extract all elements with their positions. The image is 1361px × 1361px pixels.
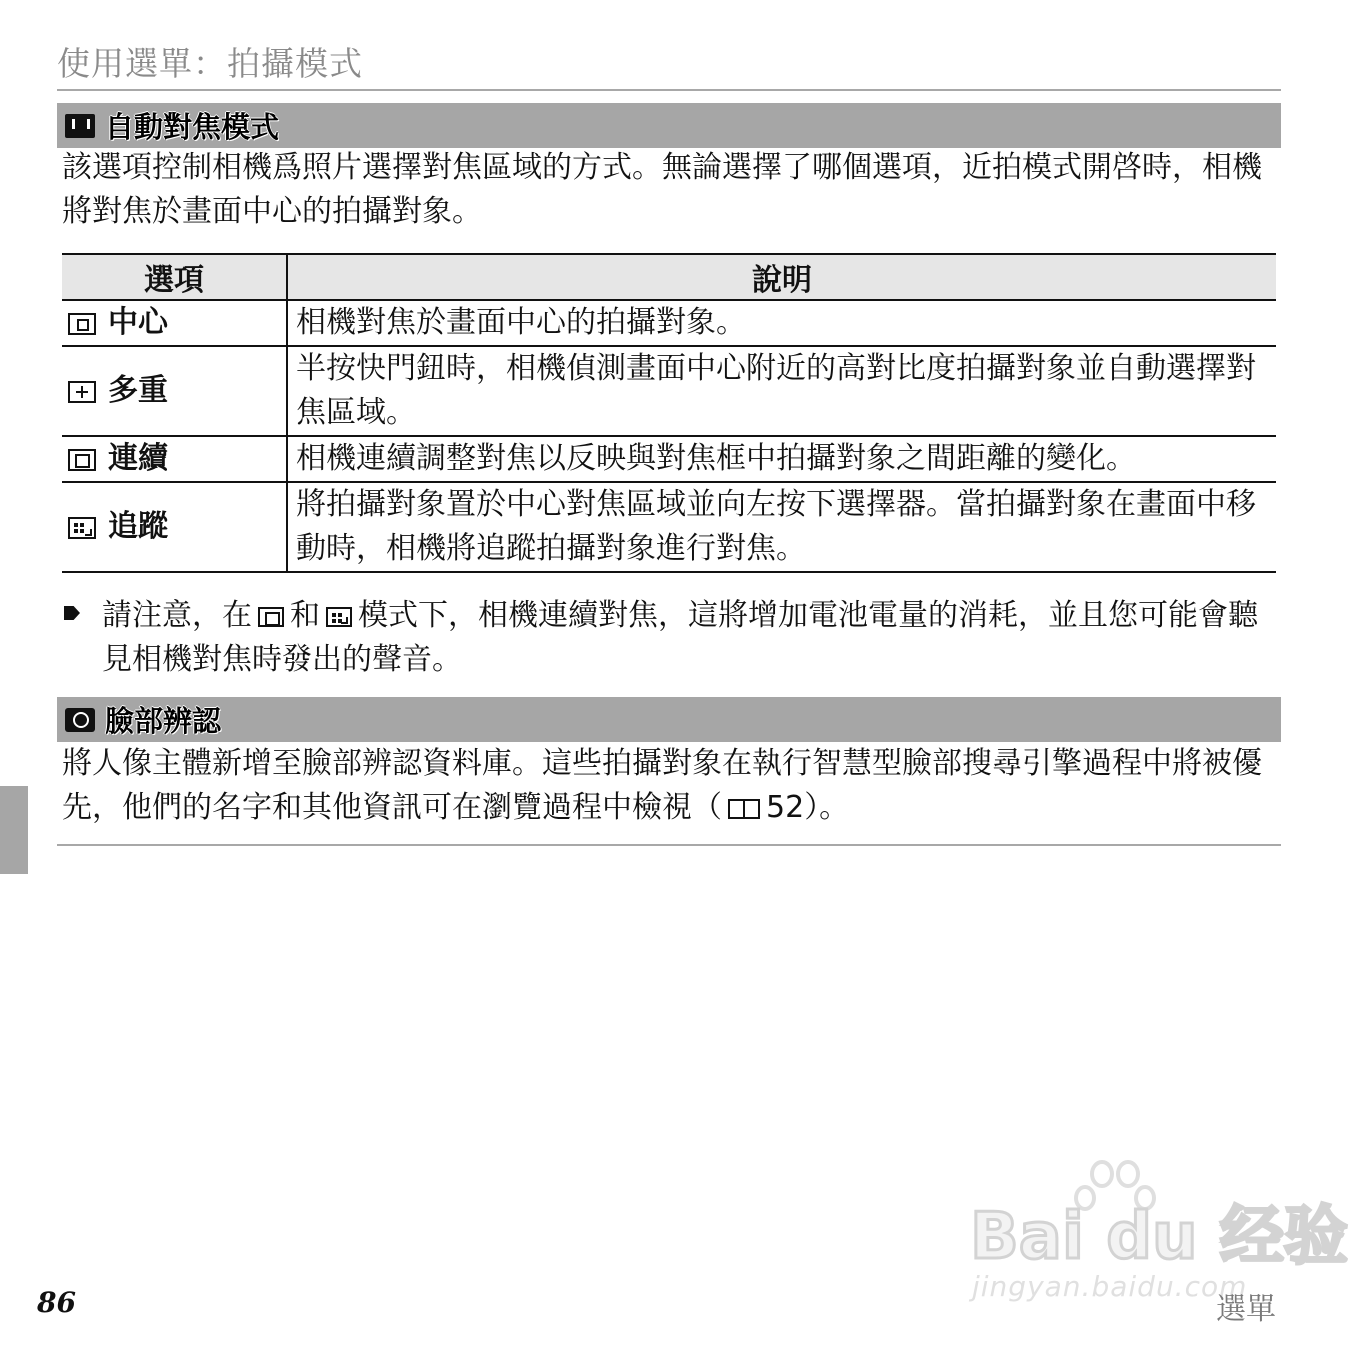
note-marker-icon [64, 606, 80, 620]
section-face-title: 臉部辨認 [105, 704, 222, 738]
continuous-af-icon [68, 449, 96, 471]
note-text-part1: 請注意，在 [102, 598, 252, 633]
table-row [62, 300, 1276, 346]
description-cell: 半按快門鈕時，相機偵測畫面中心附近的高對比度拍攝對象並自動選擇對焦區域。 [287, 346, 1276, 436]
option-label: 多重 [108, 373, 168, 408]
page-header: 使用選單：拍攝模式 [57, 44, 363, 83]
option-label: 追蹤 [108, 509, 168, 544]
note-text-part3: 模式下，相機連續對焦，這將增加電池電量的消耗，並且您可能會聽見相機對焦時發出的聲音。 [102, 598, 1258, 677]
option-label: 連續 [108, 441, 168, 476]
footer-section-label: 選單 [1216, 1292, 1276, 1327]
section-face-text [62, 742, 1262, 830]
tracking-af-icon [326, 607, 352, 627]
book-icon [728, 799, 760, 819]
side-tab [0, 786, 28, 874]
watermark-url: jingyan.baidu.com [972, 1270, 1248, 1303]
af-frame-icon [65, 114, 95, 138]
column-header-description: 說明 [287, 254, 1276, 300]
center-af-icon [68, 313, 96, 335]
description-cell: 將拍攝對象置於中心對焦區域並向左按下選擇器。當拍攝對象在畫面中移動時，相機將追蹤拍攝對象進行對焦。 [287, 482, 1276, 572]
table-row [62, 482, 1276, 572]
note-text-part2: 和 [290, 598, 320, 633]
option-cell [62, 482, 287, 572]
table-row [62, 436, 1276, 482]
multi-af-icon [68, 381, 96, 403]
watermark-brand: Bai du 经验 [970, 1200, 1348, 1274]
bottom-rule [57, 844, 1281, 846]
note-paragraph [62, 594, 1272, 682]
page-number: 86 [37, 1286, 76, 1319]
table-row [62, 346, 1276, 436]
option-cell [62, 300, 287, 346]
section-face-text-end: ）。 [804, 790, 850, 825]
option-cell [62, 346, 287, 436]
tracking-af-icon [68, 517, 96, 539]
continuous-af-icon [258, 607, 284, 627]
af-options-table [62, 253, 1276, 573]
face-icon [65, 708, 95, 732]
page-reference[interactable]: 52 [766, 790, 805, 825]
description-cell: 相機對焦於畫面中心的拍攝對象。 [287, 300, 1276, 346]
section-af-bar [57, 103, 1281, 148]
option-cell [62, 436, 287, 482]
section-af-title: 自動對焦模式 [105, 110, 280, 144]
section-face-bar [57, 697, 1281, 742]
section-af-intro: 該選項控制相機爲照片選擇對焦區域的方式。無論選擇了哪個選項，近拍模式開啓時，相機將對焦於畫面中心的拍攝對象。 [62, 150, 1262, 229]
header-rule [57, 89, 1281, 91]
section-face-text-body: 將人像主體新增至臉部辨認資料庫。這些拍攝對象在執行智慧型臉部搜尋引擎過程中將被優先，他們的名字和其他資訊可在瀏覽過程中檢視（ [62, 746, 1262, 825]
option-label: 中心 [108, 305, 168, 340]
description-cell: 相機連續調整對焦以反映與對焦框中拍攝對象之間距離的變化。 [287, 436, 1276, 482]
table-header-row [62, 254, 1276, 300]
column-header-option: 選項 [62, 254, 287, 300]
